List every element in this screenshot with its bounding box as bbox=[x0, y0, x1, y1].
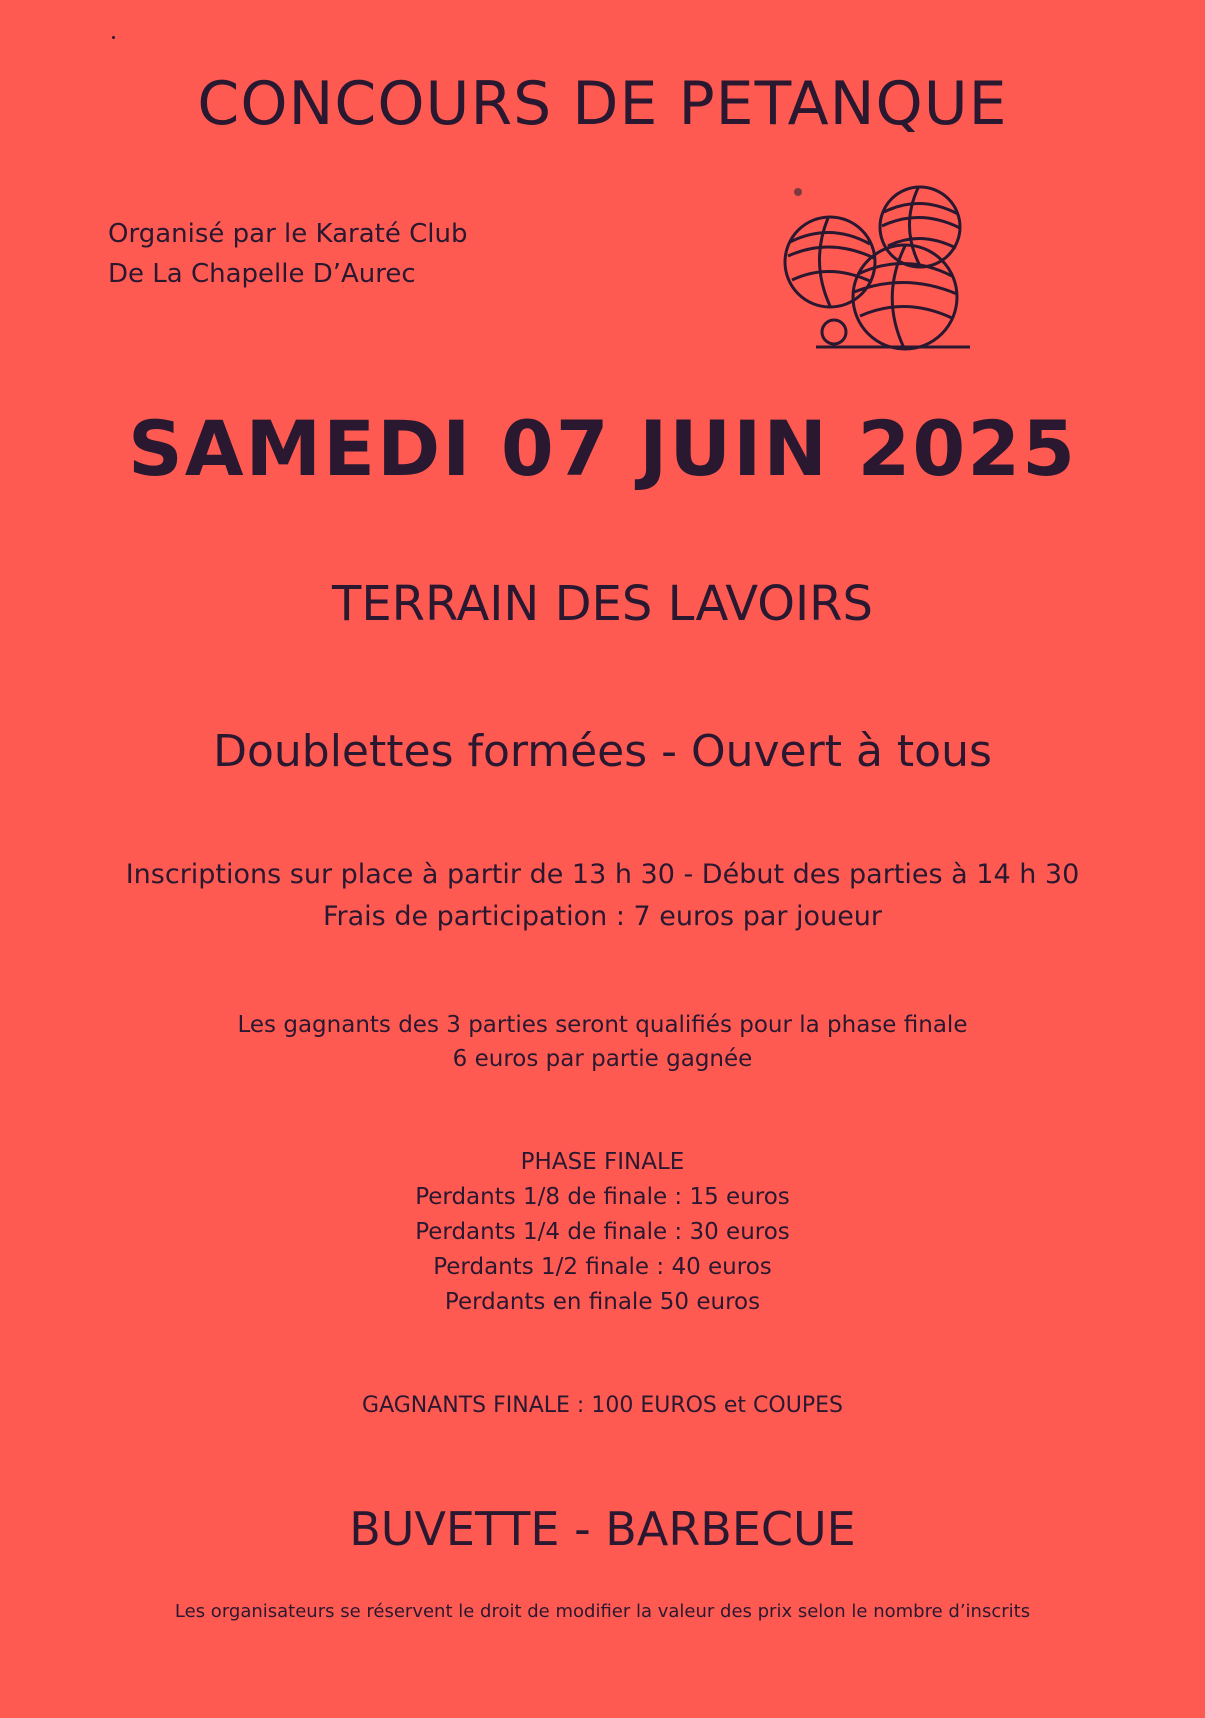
registration-fee: Frais de participation : 7 euros par joueur bbox=[322, 901, 883, 932]
scan-speck bbox=[112, 36, 115, 39]
registration-block bbox=[0, 854, 1205, 938]
event-date: SAMEDI 07 JUIN 2025 bbox=[128, 404, 1077, 493]
event-format: Doublettes formées - Ouvert à tous bbox=[213, 726, 992, 777]
organizer-line-1: Organisé par le Karaté Club bbox=[108, 219, 468, 249]
prize-line: Perdants 1/8 de finale : 15 euros bbox=[415, 1184, 790, 1210]
winners-prize: GAGNANTS FINALE : 100 EUROS et COUPES bbox=[362, 1393, 843, 1418]
prize-line: Perdants 1/4 de finale : 30 euros bbox=[415, 1219, 790, 1245]
registration-times: Inscriptions sur place à partir de 13 h 30 - Début des parties à 14 h 30 bbox=[125, 859, 1080, 890]
poster-title: CONCOURS DE PETANQUE bbox=[197, 69, 1008, 139]
qualification-rule: Les gagnants des 3 parties seront qualifiés pour la phase finale bbox=[237, 1012, 968, 1038]
final-phase-heading: PHASE FINALE bbox=[520, 1149, 685, 1175]
organizer-block bbox=[108, 214, 467, 294]
qualification-prize: 6 euros par partie gagnée bbox=[452, 1046, 753, 1072]
petanque-balls-icon bbox=[780, 182, 990, 362]
organizer-line-2: De La Chapelle D’Aurec bbox=[108, 259, 416, 289]
disclaimer: Les organisateurs se réservent le droit de modifier la valeur des prix selon le nombre d’inscrits bbox=[174, 1601, 1031, 1622]
refreshments: BUVETTE - BARBECUE bbox=[349, 1502, 856, 1556]
prize-line: Perdants 1/2 finale : 40 euros bbox=[433, 1254, 772, 1280]
final-phase-block bbox=[0, 1145, 1205, 1320]
prize-line: Perdants en finale 50 euros bbox=[444, 1289, 761, 1315]
qualification-block bbox=[0, 1008, 1205, 1076]
event-venue: TERRAIN DES LAVOIRS bbox=[332, 576, 873, 632]
